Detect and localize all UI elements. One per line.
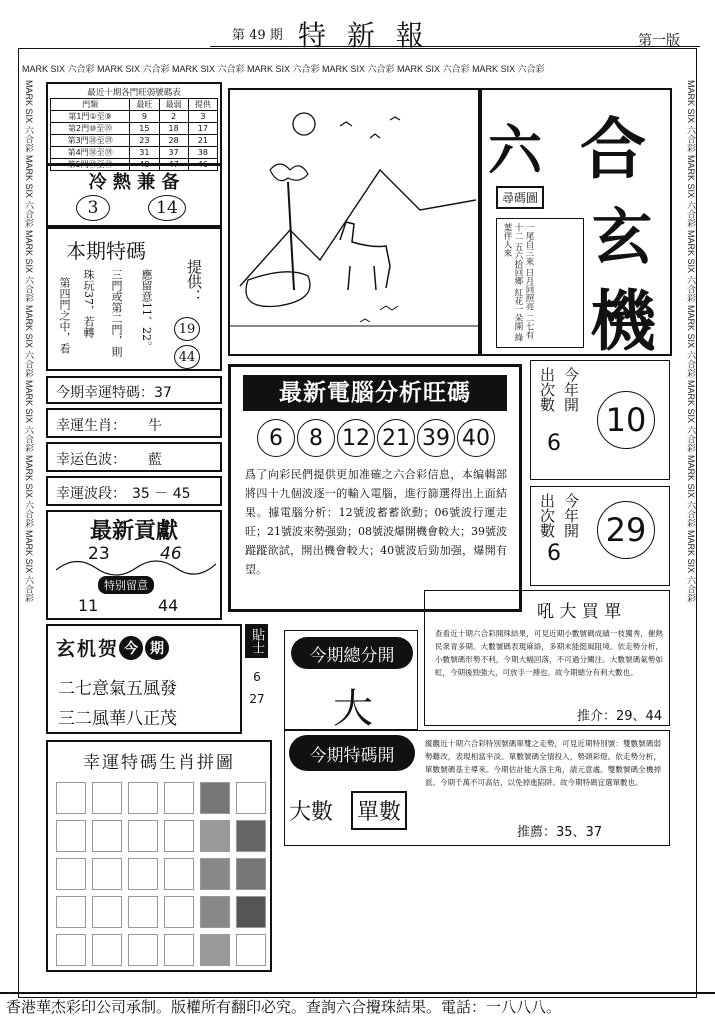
table-row (51, 135, 218, 147)
special-open-recommend-label: 推薦： (517, 825, 557, 840)
landscape-illustration (228, 88, 480, 356)
xuanji-scroll-text: 一尾自三來 日月同照亮 二七有十二 五六拾回鄉 紅花一朵開 綠葉伴人來 (502, 223, 534, 342)
poem-title-badge: 期 (145, 636, 169, 660)
poem-title-badge: 今 (119, 636, 143, 660)
brand-strip-right: MARK SIX 六合彩 MARK SIX 六合彩 MARK SIX 六合彩 MARK SIX 六合彩 MARK SIX 六合彩 MARK SIX 六合彩 MARK SIX 六合彩 (686, 80, 696, 603)
puzzle-cell (164, 934, 194, 966)
buy-text: 查看近十期六合彩開珠結果，可見近期小數號碼成績一枝獨秀，催熱民衆青多期。大數號碼表現麻絡，多期未能挺風阻境。依走勢分析，小數號碼形勢不利，今期大幅回落，不可過分關注。大數號碼氣勢如虹，今期後勁強大，可放手一搏也。故今期總分有利大數也。 (435, 629, 663, 677)
total-title: 今期總分開 (291, 637, 413, 669)
hot-number: 14 (148, 195, 186, 221)
ball-number: 6 (257, 419, 295, 457)
puzzle-cell (92, 934, 122, 966)
puzzle-cell (128, 896, 158, 928)
poem-title-char: 贺 (98, 638, 118, 660)
table-cell: 第3門⑳至㉙ (51, 135, 130, 147)
table-cell: 48 (130, 159, 159, 171)
cold-number: 3 (76, 195, 110, 221)
puzzle-cell (200, 820, 230, 852)
ball-number: 39 (417, 419, 455, 457)
lucky-color-row (46, 442, 222, 472)
contribution-number-2: 46 (160, 544, 182, 564)
table-cell: 47 (159, 159, 188, 171)
puzzle-cell (56, 858, 86, 890)
contribution-number-4: 44 (158, 596, 179, 615)
freq-header: 提供 (188, 99, 217, 111)
xuanji-scroll (496, 218, 584, 348)
puzzle-cell (92, 820, 122, 852)
cold-hot-title: 冷 熱 兼 备 (88, 172, 180, 193)
xuanji-char-2: 合 (580, 110, 646, 188)
table-cell: 31 (130, 147, 159, 159)
xuanji-char-1: 六 (488, 118, 542, 182)
ball-number: 8 (297, 419, 335, 457)
analysis-box (228, 364, 522, 612)
lucky-color-label: 幸运色波： (56, 452, 126, 468)
zodiac-puzzle-box (46, 740, 272, 972)
puzzle-cell (236, 896, 266, 928)
puzzle-cell (164, 820, 194, 852)
puzzle-cell (236, 858, 266, 890)
puzzle-cell (92, 896, 122, 928)
special-code-title: 本期特碼 (66, 239, 146, 263)
table-cell: 第2門⑩至⑲ (51, 123, 130, 135)
footer-text: 香港華杰彩印公司承制。版權所有翻印必究。查詢六合攪珠結果。電話：一八八八。 (6, 998, 562, 1016)
contribution-number-1: 23 (88, 544, 110, 564)
stat-open-label: 今年開 (562, 493, 580, 538)
buy-recommend (577, 705, 662, 724)
special-open-recommend-value: 35、37 (556, 825, 603, 840)
stat-count: 6 (547, 541, 561, 566)
frequency-table (50, 98, 218, 171)
lucky-range-label: 幸運波段： (56, 486, 126, 502)
puzzle-cell (128, 858, 158, 890)
poem-title-char: 玄 (56, 638, 76, 660)
lucky-zodiac-value: 牛 (148, 418, 162, 434)
poem-box (46, 624, 242, 734)
puzzle-cell (200, 782, 230, 814)
lucky-zodiac-label: 幸運生肖： (56, 418, 126, 434)
puzzle-cell (128, 782, 158, 814)
special-hint-2: 珠玩37，若轉 (82, 269, 95, 338)
poem-line-2: 三二風華八正茂 (58, 709, 177, 729)
stat-count: 6 (547, 431, 561, 456)
table-row (51, 123, 218, 135)
table-cell: 23 (130, 135, 159, 147)
special-number-2: 44 (174, 345, 200, 369)
table-cell: 38 (188, 147, 217, 159)
tips-number-1: 6 (253, 670, 261, 684)
stat-open-label: 今年開 (562, 367, 580, 412)
footer-rule (0, 992, 715, 994)
puzzle-cell (92, 782, 122, 814)
poem-line-1: 二七意氣五風發 (58, 679, 177, 699)
xuanji-char-4: 機 (590, 282, 656, 360)
analysis-balls (257, 419, 495, 457)
special-code-box (46, 227, 222, 371)
tips-column (242, 624, 272, 734)
stat-box-1 (530, 360, 670, 480)
poem-title-char: 机 (77, 638, 97, 660)
puzzle-cell (56, 934, 86, 966)
stat-label: 出次數 (538, 367, 556, 412)
brand-strip-top: MARK SIX 六合彩 MARK SIX 六合彩 MARK SIX 六合彩 MARK SIX 六合彩 MARK SIX 六合彩 MARK SIX 六合彩 MARK SIX 六合彩 (22, 64, 545, 74)
analysis-banner: 最新電腦分析旺碼 (243, 375, 507, 411)
special-hint-3: 三門或第二門，則 (110, 269, 123, 357)
freq-header: 最弱 (159, 99, 188, 111)
analysis-text: 爲了向彩民們提供更加准確之六合彩信息，本编輯部將四十九個波逐一的輸入電腦，進行篩選得出上面結果。據電腦分析：12號波蓄蓄欲動；06號波行運走旺；21號波來勢强勁；08號波爆開機會較大；39號波蹤蹤欲試，開出機會較大；40號波后勁加强，爆開有望。 (245, 468, 507, 576)
lucky-range-value: 35 － 45 (132, 486, 191, 502)
issue-number: 第 49 期 (232, 28, 283, 43)
zodiac-puzzle-title: 幸運特碼生肖拼圖 (83, 753, 235, 773)
freq-header: 最旺 (130, 99, 159, 111)
buy-recommend-label: 推介： (577, 709, 617, 724)
landscape-drawing (230, 90, 478, 354)
poem-title (56, 634, 169, 661)
lucky-special-row (46, 376, 222, 404)
xuanji-panel (480, 88, 672, 360)
puzzle-cell (92, 858, 122, 890)
xuanji-tag: 尋碼圖 (496, 186, 544, 209)
frequency-table-box (46, 82, 222, 169)
table-cell: 3 (188, 111, 217, 123)
table-cell: 46 (188, 159, 217, 171)
ball-number: 21 (377, 419, 415, 457)
table-cell: 37 (159, 147, 188, 159)
puzzle-cell (236, 782, 266, 814)
table-row (51, 111, 218, 123)
stat-label: 出次數 (538, 493, 556, 538)
contribution-box (46, 510, 222, 620)
special-open-title: 今期特碼開 (289, 735, 415, 771)
contribution-title: 最新貢獻 (89, 518, 178, 544)
table-cell: 第1門①至⑨ (51, 111, 130, 123)
total-box (284, 630, 418, 730)
special-open-text: 縱觀近十期六合彩特別號碼單雙之走勢，可見近期特別號：雙數號碼弱勢難改，表現相當平淡。單數號碼全情投入，勢頭彩燈。依走勢分析，單數號碼基主導來。今期估計能大落主角，請元意處。雙數號碼全機掉派。今期千萬不可高估，以免掉進陷阱。故今期特碼宜選單數也。 (425, 739, 661, 787)
stat-number: 29 (597, 501, 655, 559)
puzzle-cell (164, 896, 194, 928)
puzzle-cell (164, 858, 194, 890)
puzzle-cell (56, 820, 86, 852)
special-open-box (284, 730, 670, 846)
special-hint-4: 應留意11、22。 (140, 269, 153, 352)
buy-title: 吼 大 買 單 (537, 602, 622, 622)
lucky-special-value: 37 (154, 385, 172, 401)
brand-strip-left: MARK SIX 六合彩 MARK SIX 六合彩 MARK SIX 六合彩 MARK SIX 六合彩 MARK SIX 六合彩 MARK SIX 六合彩 MARK SIX 六合彩 (24, 80, 34, 603)
stat-number: 10 (597, 391, 655, 449)
lucky-zodiac-row (46, 408, 222, 438)
frequency-table-title: 最近十期各門旺弱號碼表 (87, 88, 181, 98)
total-value: 大 (333, 686, 373, 732)
lucky-special-label: 今期幸運特碼： (56, 385, 154, 401)
special-open-value-2: 單數 (351, 791, 407, 830)
buy-box (424, 590, 670, 726)
ball-number: 12 (337, 419, 375, 457)
puzzle-cell (200, 934, 230, 966)
table-cell: 21 (188, 135, 217, 147)
puzzle-cell (164, 782, 194, 814)
special-provide: 提供： (185, 259, 203, 304)
contribution-badge: 特别留意 (98, 576, 154, 594)
freq-header: 門類 (51, 99, 130, 111)
contribution-number-3: 11 (78, 596, 99, 615)
special-open-recommend (517, 821, 602, 840)
table-cell: 18 (159, 123, 188, 135)
buy-recommend-value: 29、44 (616, 709, 663, 724)
puzzle-cell (200, 896, 230, 928)
puzzle-cell (56, 782, 86, 814)
table-cell: 2 (159, 111, 188, 123)
special-open-value-1: 大數 (289, 800, 334, 825)
table-cell: 第4門㉚至㊴ (51, 147, 130, 159)
ball-number: 40 (457, 419, 495, 457)
table-cell: 17 (188, 123, 217, 135)
stat-box-2 (530, 486, 670, 586)
puzzle-cell (128, 820, 158, 852)
table-cell: 9 (130, 111, 159, 123)
special-number-1: 19 (174, 317, 200, 341)
lucky-color-value: 藍 (148, 452, 162, 468)
lucky-range-row (46, 476, 222, 506)
edition-label: 第一版 (638, 33, 680, 49)
table-cell: 28 (159, 135, 188, 147)
page-title: 特 新 報 (298, 19, 430, 52)
puzzle-cell (236, 934, 266, 966)
tips-label: 貼士 (245, 624, 268, 658)
special-hint-1: 第四門之中，看 (58, 277, 71, 354)
zodiac-puzzle-grid (56, 782, 266, 966)
table-cell: 第5門㊵至㊾ (51, 159, 130, 171)
puzzle-cell (200, 858, 230, 890)
table-row (51, 147, 218, 159)
xuanji-char-3: 玄 (592, 203, 652, 273)
cold-hot-box (46, 163, 222, 227)
header-rule (210, 46, 700, 47)
puzzle-cell (56, 896, 86, 928)
puzzle-cell (128, 934, 158, 966)
puzzle-cell (236, 820, 266, 852)
tips-number-2: 27 (249, 692, 265, 706)
table-cell: 15 (130, 123, 159, 135)
